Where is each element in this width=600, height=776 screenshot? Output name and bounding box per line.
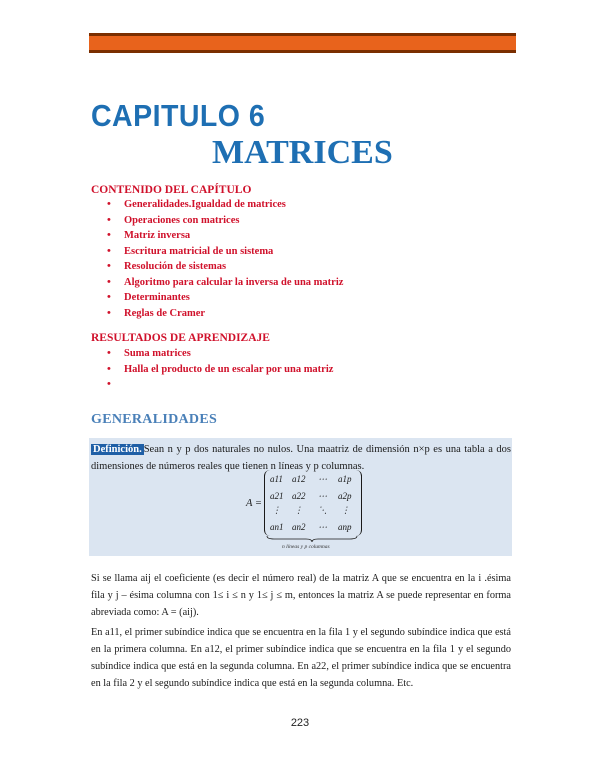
matrix-cell: a22 (292, 491, 306, 501)
outcomes-item (107, 377, 333, 393)
matrix-cell: an1 (270, 522, 284, 532)
matrix-cell: a21 (270, 491, 284, 501)
matrix-underbrace (266, 535, 358, 543)
contents-item: • Matriz inversa (107, 228, 343, 244)
matrix-cell: ⋮ (294, 505, 303, 515)
matrix-cell: ⋯ (318, 491, 327, 501)
outcomes-heading: RESULTADOS DE APRENDIZAJE (91, 332, 270, 344)
contents-item: • Reglas de Cramer (107, 306, 343, 322)
contents-item: • Algoritmo para calcular la inversa de una matriz (107, 275, 343, 291)
matrix-cell: a12 (292, 474, 306, 484)
generalidades-heading: GENERALIDADES (91, 412, 218, 427)
matrix-note: n líneas y p columnas (282, 544, 330, 550)
contents-item: • Generalidades.Igualdad de matrices (107, 197, 343, 213)
page-number: 223 (290, 717, 310, 729)
matrix-cell: ⋱ (318, 505, 327, 515)
contents-list (107, 197, 343, 321)
matrix-cell: an2 (292, 522, 306, 532)
definition-label: Definición. (93, 444, 142, 455)
paragraph-notation: Si se llama aij el coeficiente (es decir el número real) de la matriz A que se encuentra en la i .ésima fila y j – ésima columna con 1≤ i ≤ n y 1≤ j ≤ m, entonces la matriz A se puede representar en forma abreviada como: A = (aij). (91, 573, 511, 618)
matrix-cell: ⋯ (318, 474, 327, 484)
matrix-cell: a11 (270, 474, 283, 484)
contents-item: • Escritura matricial de un sistema (107, 244, 343, 260)
chapter-title: CAPITULO 6 (91, 98, 266, 133)
matrix-lhs: A = (246, 498, 262, 509)
matrix-cell: a2p (338, 491, 352, 501)
chapter-subtitle: MATRICES (212, 134, 393, 171)
contents-item: • Resolución de sistemas (107, 259, 343, 275)
outcomes-item: • Suma matrices (107, 346, 333, 362)
contents-heading: CONTENIDO DEL CAPÍTULO (91, 184, 252, 196)
matrix-cell: ⋯ (318, 522, 327, 532)
matrix-cell: ⋮ (272, 505, 281, 515)
contents-item: • Operaciones con matrices (107, 213, 343, 229)
contents-item: • Determinantes (107, 290, 343, 306)
outcomes-list (107, 346, 333, 393)
paragraph-subscripts: En a11, el primer subíndice indica que se encuentra en la fila 1 y el segundo subíndice indica que está en la primera columna. En a12, el primer subíndice indica que se encuentra en la fila 1 y el segundo subíndice indica que está en la segunda columna. En a22, el primer subíndice indica que se encuentra en la fila 2 y el segundo subíndice indica que está en la segunda columna. Etc. (91, 627, 511, 689)
matrix-cell: a1p (338, 474, 352, 484)
definition-text: Sean n y p dos naturales no nulos. Una maatriz de dimensión n×p es una tabla a dos dimensiones de números reales que tienen n líneas y p columnas. (91, 444, 511, 472)
matrix-cell: anp (338, 522, 352, 532)
header-accent-bar (89, 33, 516, 53)
outcomes-item: • Halla el producto de un escalar por una matriz (107, 362, 333, 378)
matrix-cell: ⋮ (341, 505, 350, 515)
